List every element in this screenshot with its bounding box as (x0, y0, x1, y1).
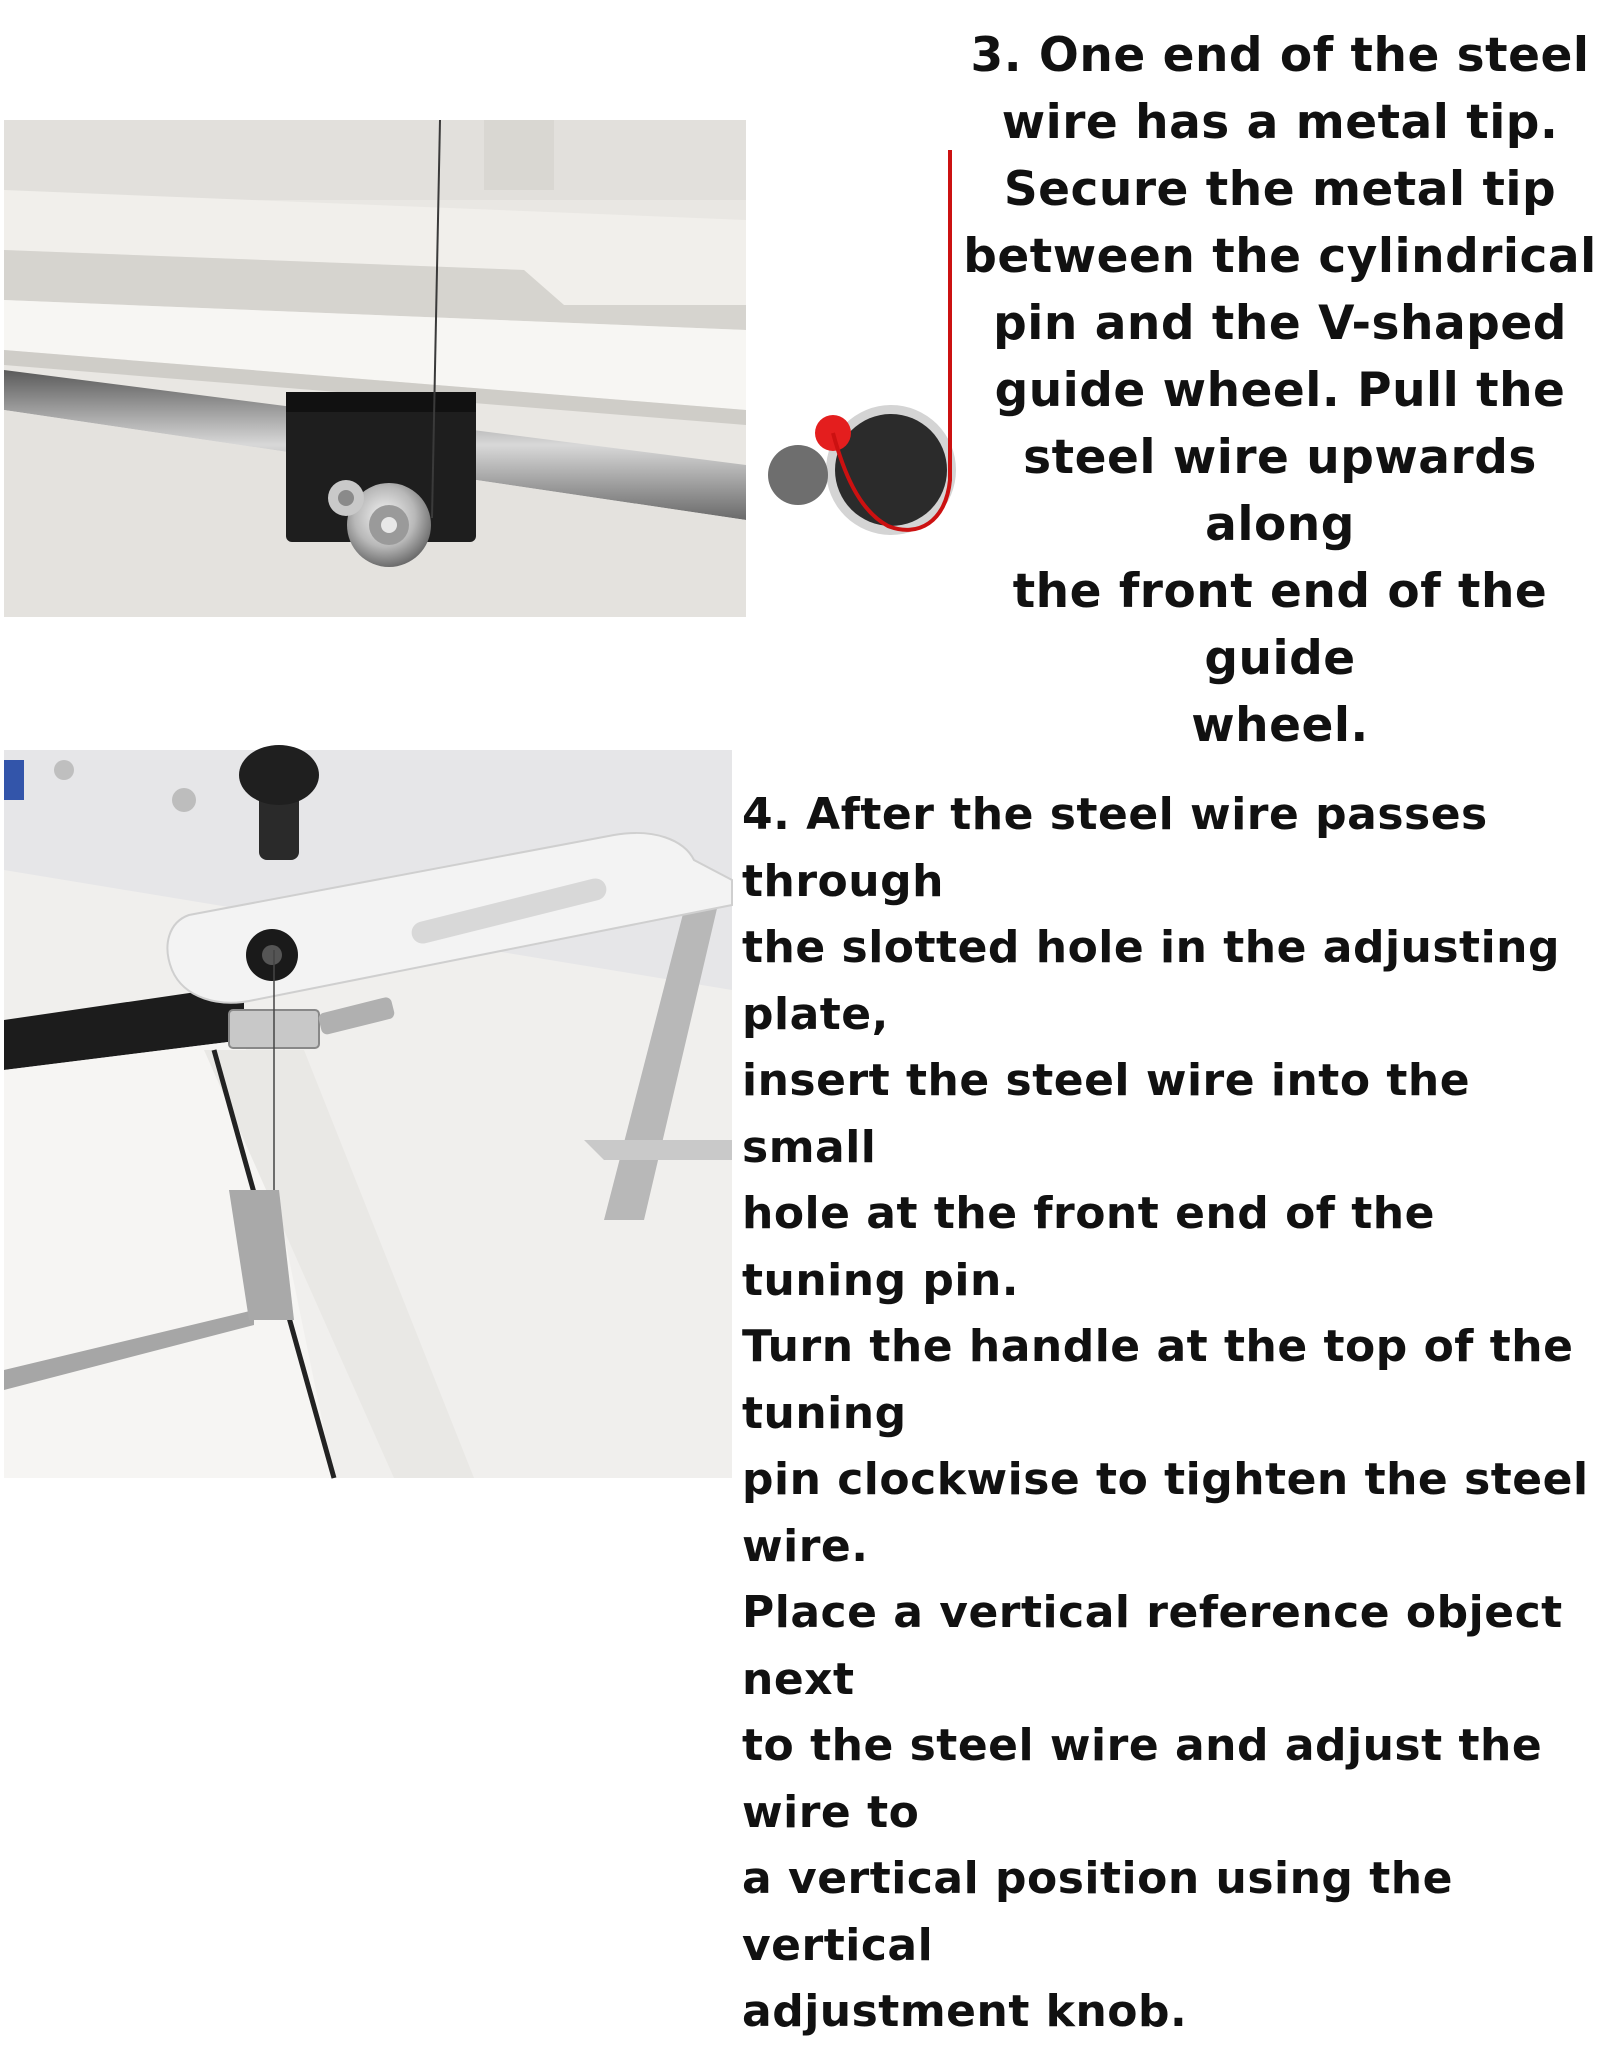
guide-wheel-illustration (4, 120, 746, 617)
step-3-instructions: 3. One end of the steel wire has a metal tip. Secure the metal tip between the cylindrical pin and the V-shaped guide wheel. Pull the steel wire upwards along the front end of the guide wheel. (963, 28, 1597, 753)
step-4-instructions: 4. After the steel wire passes through the slotted hole in the adjusting plate, insert the steel wire into the small hole at the front end of the tuning pin. Turn the handle at the top of the tuning pin clockwise to tighten the steel wire. Place a vertical reference object next to the steel wire and adjust the wire to a vertical position using the vertical adjustment knob. (742, 789, 1589, 2037)
guide-wheel (835, 414, 947, 526)
guide-wheel-photo (4, 120, 746, 617)
cylindrical-pin (768, 445, 828, 505)
tuning-pin-photo (4, 750, 732, 1478)
guide-wheel-diagram (768, 150, 978, 550)
tuning-pin-illustration (4, 750, 732, 1478)
